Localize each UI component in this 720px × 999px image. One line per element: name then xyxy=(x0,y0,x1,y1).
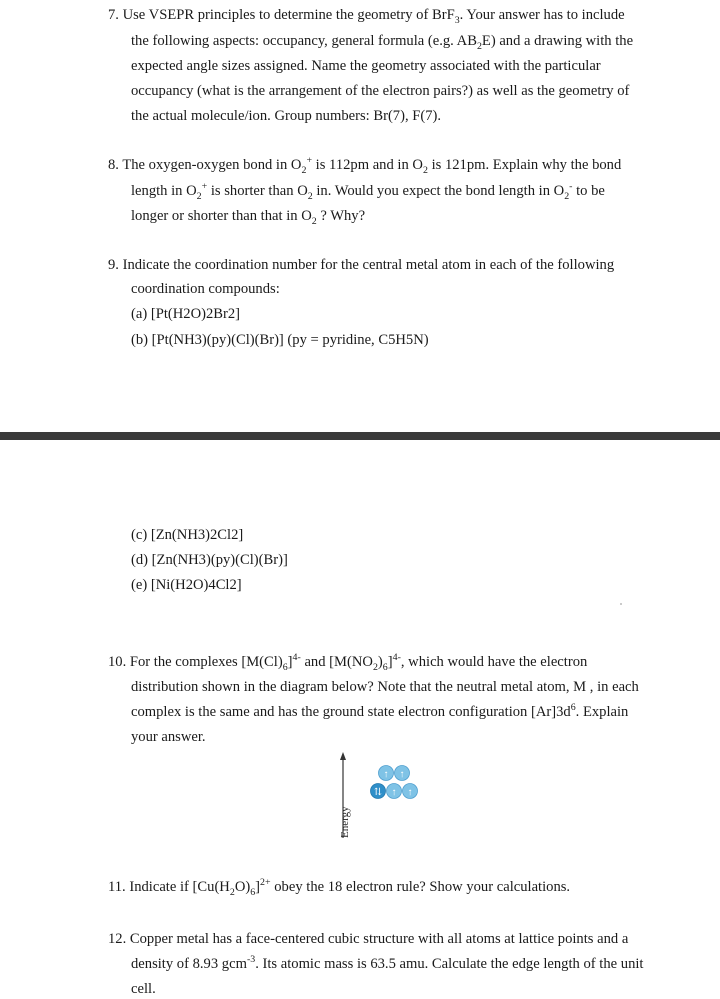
q12-sup: -3 xyxy=(246,954,256,966)
q8-sub: 2 xyxy=(301,164,307,176)
q9-item-a: (a) [Pt(H2O)2Br2] xyxy=(131,306,241,322)
q8-sup: - xyxy=(569,181,573,193)
q9-item-d: (d) [Zn(NH3)(py)(Cl)(Br)] xyxy=(131,552,288,568)
q11-text: obey the 18 electron rule? Show your calculations. xyxy=(270,879,571,895)
q8-text: in. Would you expect the bond length in O xyxy=(312,183,565,199)
q10-text: ] xyxy=(287,654,293,670)
up-arrow-icon: ↑ xyxy=(399,769,405,780)
q8-line-1 xyxy=(108,155,621,175)
q10-text: and [M(NO xyxy=(300,654,373,670)
q7-line-5: the actual molecule/ion. Group numbers: Br(7), F(7). xyxy=(131,108,442,124)
q10-sup: 4- xyxy=(292,652,301,664)
q12-line-1: 12. Copper metal has a face-centered cubic structure with all atoms at lattice points and a xyxy=(108,931,629,947)
energy-label: Energy xyxy=(339,806,351,838)
q11-text: 11. Indicate if [Cu(H xyxy=(108,879,230,895)
q7-sub: 3 xyxy=(454,14,460,26)
scan-speck xyxy=(620,603,622,605)
q12-text: density of 8.93 gcm xyxy=(131,956,247,972)
q8-text: is 121pm. Explain why the bond xyxy=(427,157,622,173)
q9-line-2: coordination compounds: xyxy=(131,281,280,297)
q10-text: ] xyxy=(387,654,393,670)
q10-sub: 2 xyxy=(372,661,378,673)
q9-item-b: (b) [Pt(NH3)(py)(Cl)(Br)] (py = pyridine, C5H5N) xyxy=(131,332,429,348)
q8-text: to be xyxy=(572,183,605,199)
q12-line-2 xyxy=(131,954,643,974)
q8-text: length in O xyxy=(131,183,197,199)
paired-arrows-icon: ⇅ xyxy=(373,787,383,798)
q7-line-1 xyxy=(108,5,625,25)
q8-text: is 112pm and in O xyxy=(312,157,423,173)
q12-line-3: cell. xyxy=(131,981,156,997)
q11-sub: 6 xyxy=(250,886,256,898)
q7-line-4: occupancy (what is the arrangement of the electron pairs?) as well as the geometry of xyxy=(131,83,630,99)
q10-sup: 4- xyxy=(392,652,401,664)
q7-line-3: expected angle sizes assigned. Name the geometry associated with the particular xyxy=(131,58,601,74)
q7-sub: 2 xyxy=(476,40,482,52)
q7-text: the following aspects: occupancy, general formula (e.g. AB xyxy=(131,33,477,49)
q10-text: . Explain xyxy=(575,704,629,720)
q11-sub: 2 xyxy=(229,886,235,898)
q8-text: is shorter than O xyxy=(207,183,308,199)
q12-text: . Its atomic mass is 63.5 amu. Calculate the edge length of the unit xyxy=(255,956,644,972)
q10-text: complex is the same and has the ground state electron configuration [Ar]3d xyxy=(131,704,571,720)
q8-sub: 2 xyxy=(564,190,570,202)
q10-text: , which would have the electron xyxy=(400,654,588,670)
eg-orbitals xyxy=(379,766,410,781)
page-divider xyxy=(0,432,720,440)
q8-text: ? Why? xyxy=(316,208,366,224)
orbital-energy-diagram xyxy=(333,752,443,842)
up-arrow-icon: ↑ xyxy=(383,769,389,780)
q9-line-1: 9. Indicate the coordination number for the central metal atom in each of the following xyxy=(108,257,615,273)
q9-item-c: (c) [Zn(NH3)2Cl2] xyxy=(131,527,244,543)
q7-line-2 xyxy=(131,31,633,51)
q10-sup: 6 xyxy=(570,702,576,714)
q8-line-2 xyxy=(131,181,605,201)
q7-text: . Your answer has to include xyxy=(459,7,625,23)
q8-sup: + xyxy=(201,181,208,193)
q8-sub: 2 xyxy=(307,190,313,202)
q8-sub: 2 xyxy=(422,164,428,176)
q10-text: 10. For the complexes [M(Cl) xyxy=(108,654,283,670)
q10-sub: 6 xyxy=(282,661,288,673)
q8-sub: 2 xyxy=(196,190,202,202)
q8-text: 8. The oxygen-oxygen bond in O xyxy=(108,157,302,173)
q10-line-2: distribution shown in the diagram below? Note that the neutral metal atom, M , in each xyxy=(131,679,639,695)
q10-text: ) xyxy=(377,654,383,670)
q10-line-1 xyxy=(108,652,587,672)
q8-sub: 2 xyxy=(311,215,317,227)
q8-line-3 xyxy=(131,206,365,226)
q11-text: O) xyxy=(234,879,251,895)
up-arrow-icon: ↑ xyxy=(407,787,413,798)
q8-text: longer or shorter than that in O xyxy=(131,208,312,224)
q10-line-3 xyxy=(131,702,628,722)
q7-text: 7. Use VSEPR principles to determine the geometry of BrF xyxy=(108,7,455,23)
t2g-orbitals xyxy=(371,784,418,799)
q8-sup: + xyxy=(306,155,313,167)
q11-line-1 xyxy=(108,877,570,897)
q7-text: E) and a drawing with the xyxy=(481,33,634,49)
q10-line-4: your answer. xyxy=(131,729,206,745)
q9-item-e: (e) [Ni(H2O)4Cl2] xyxy=(131,577,242,593)
energy-arrow-head xyxy=(340,752,346,760)
q10-sub: 6 xyxy=(382,661,388,673)
q11-sup: 2+ xyxy=(260,877,271,889)
up-arrow-icon: ↑ xyxy=(391,787,397,798)
q11-text: ] xyxy=(255,879,261,895)
